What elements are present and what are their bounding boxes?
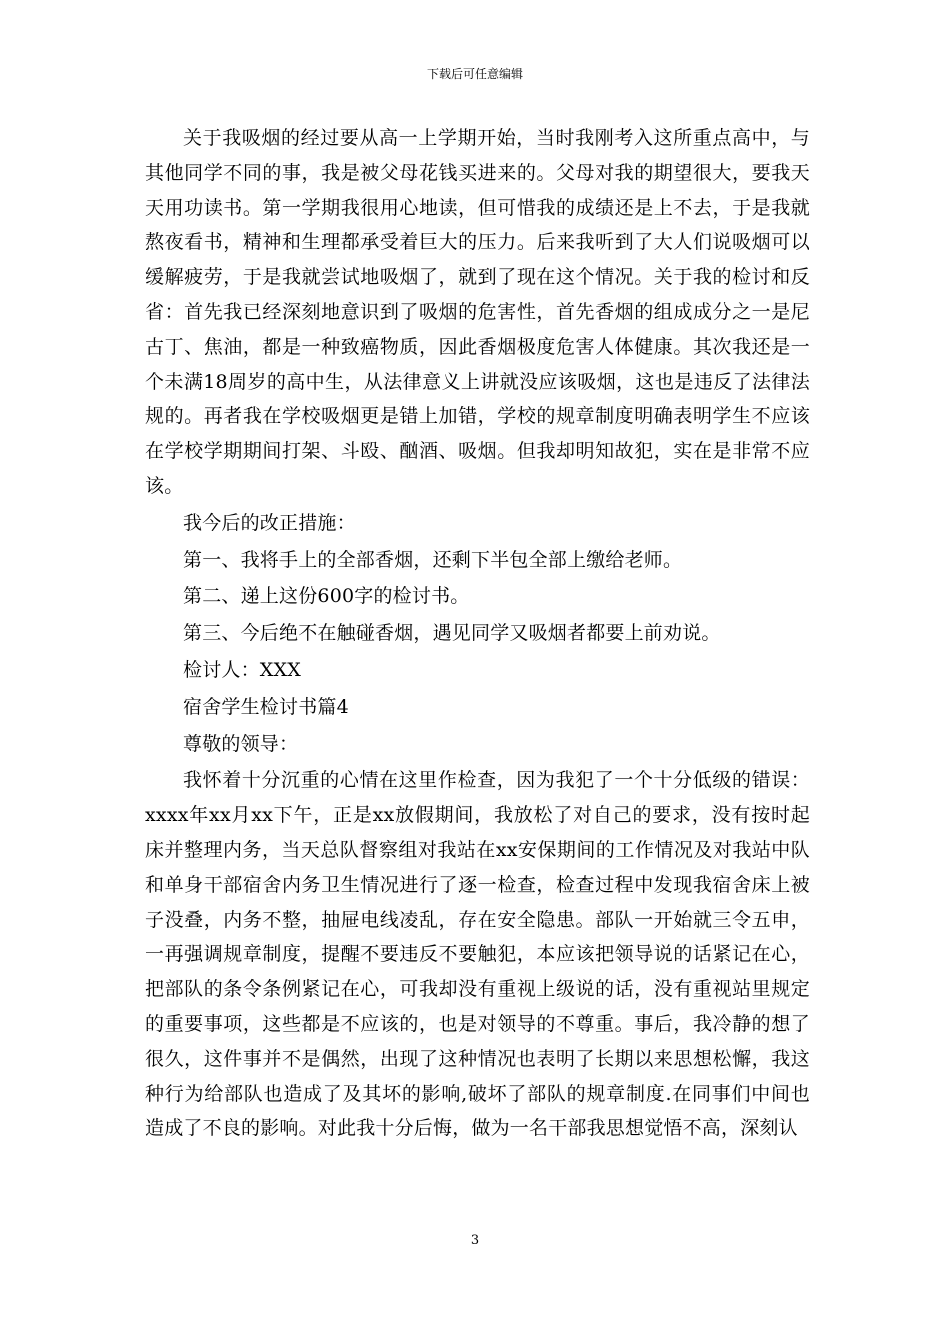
section-title: 宿舍学生检讨书篇4 bbox=[183, 695, 349, 718]
document-body bbox=[145, 121, 810, 1148]
page-header: 下载后可任意编辑 bbox=[426, 67, 523, 81]
page-number: 3 bbox=[470, 1233, 480, 1248]
paragraph-smoking-story: 关于我吸烟的经过要从高一上学期开始，当时我刚考入这所重点高中，与其他同学不同的事，我是被父母花钱买进来的。父母对我的期望很大，要我天天用功读书。第一学期我很用心地读，但可惜我的成绩还是上不去，于是我就熬夜看书，精神和生理都承受着巨大的压力。后来我听到了大人们说吸烟可以缓解疲劳，于是我就尝试地吸烟了，就到了现在这个情况。关于我的检讨和反省：首先我已经深刻地意识到了吸烟的危害性，首先香烟的组成成分之一是尼古丁、焦油，都是一种致癌物质，因此香烟极度危害人体健康。其次我还是一个未满18周岁的高中生，从法律意义上讲就没应该吸烟，这也是违反了法律法规的。再者我在学校吸烟更是错上加错，学校的规章制度明确表明学生不应该在学校学期期间打架、斗殴、酗酒、吸烟。但我却明知故犯，实在是非常不应该。 bbox=[145, 127, 810, 497]
paragraph-measure-1: 第一、我将手上的全部香烟，还剩下半包全部上缴给老师。 bbox=[183, 548, 683, 571]
paragraph-salutation: 尊敬的领导： bbox=[183, 732, 299, 755]
paragraph-measure-3: 第三、今后绝不在触碰香烟，遇见同学又吸烟者都要上前劝说。 bbox=[183, 622, 721, 645]
paragraph-dormitory-confession: 我怀着十分沉重的心情在这里作检查，因为我犯了一个十分低级的错误：xxxx年xx月xx下午，正是xx放假期间，我放松了对自己的要求，没有按时起床并整理内务，当天总队督察组对我站在xx安保期间的工作情况及对我站中队和单身干部宿舍内务卫生情况进行了逐一检查，检查过程中发现我宿舍床上被子没叠，内务不整，抽屉电线凌乱，存在安全隐患。部队一开始就三令五申，一再强调规章制度，提醒不要违反不要触犯，本应该把领导说的话紧记在心，把部队的条令条例紧记在心，可我却没有重视上级说的话，没有重视站里规定的重要事项，这些都是不应该的，也是对领导的不尊重。事后，我冷静的想了很久，这件事并不是偶然，出现了这种情况也表明了长期以来思想松懈，我这种行为给部队也造成了及其坏的影响,破坏了部队的规章制度.在同事们中间也造成了不良的影响。对此我十分后悔，做为一名干部我思想觉悟不高，深刻认 bbox=[145, 769, 810, 1140]
paragraph-measure-2: 第二、递上这份600字的检讨书。 bbox=[183, 585, 470, 608]
paragraph-signature: 检讨人：XXX bbox=[183, 658, 301, 681]
paragraph-correction-heading: 我今后的改正措施： bbox=[183, 511, 356, 534]
